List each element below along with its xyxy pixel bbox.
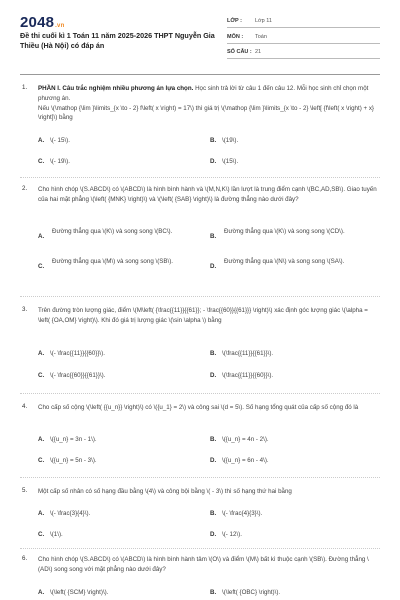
option-letter: A. bbox=[38, 510, 45, 517]
option-letter: D. bbox=[210, 372, 217, 379]
question-number: 6. bbox=[22, 555, 28, 562]
question-divider bbox=[20, 177, 380, 178]
info-label: MÔN : bbox=[227, 33, 244, 40]
option-text: \(- \frac{{60}}{{61}}\). bbox=[50, 372, 106, 379]
option-text: \({u_n} = 5n - 3\). bbox=[50, 457, 97, 464]
question-body: Nếu \(\mathop {\lim }\limits_{x \to - 2} f\left( x \right) = 17\) thì giá trị \(\mathop {\lim }\limits_{x \to - 2} \left[ {f\left( x \right) + x} \right]\) bằng bbox=[38, 104, 374, 122]
option-letter: B. bbox=[210, 510, 217, 517]
option-d[interactable] bbox=[210, 531, 242, 538]
option-a[interactable] bbox=[38, 589, 108, 596]
question-text: Cho hình chóp \(S.ABCD\) có \(ABCD\) là hình bình hành tâm \(O\) và điểm \(M\) bất kì thuộc cạnh \(SB\). Đường thẳng \(AD\) song song với mặt phẳng nào dưới đây? bbox=[38, 556, 369, 573]
option-text: \({u_n} = 6n - 4\). bbox=[222, 457, 269, 464]
logo-sub-text: .vn bbox=[55, 23, 65, 29]
option-letter: B. bbox=[210, 589, 217, 596]
option-text: \({u_n} = 3n - 1\). bbox=[50, 436, 97, 443]
option-letter: A. bbox=[38, 137, 45, 144]
info-value: 21 bbox=[255, 49, 262, 55]
section-heading: PHẦN I. Câu trắc nghiệm nhiều phương án lựa chọn. bbox=[38, 85, 194, 92]
option-letter: A. bbox=[38, 233, 45, 240]
option-letter: C. bbox=[38, 158, 45, 165]
exam-title: Đề thi cuối kì 1 Toán 11 năm 2025-2026 THPT Nguyễn Gia Thiều (Hà Nội) có đáp án bbox=[20, 31, 215, 50]
option-text: \(\left( {SCM} \right)\). bbox=[50, 589, 109, 596]
exam-info-box bbox=[227, 15, 380, 62]
option-text: Đường thẳng qua \(K\) và song song \(CD\). bbox=[224, 228, 345, 235]
option-b[interactable] bbox=[210, 589, 280, 596]
question-divider bbox=[20, 477, 380, 478]
option-letter: B. bbox=[210, 436, 217, 443]
option-a[interactable] bbox=[38, 350, 105, 357]
question-divider bbox=[20, 548, 380, 549]
question-number: 5. bbox=[22, 487, 28, 494]
question-text: Một cấp số nhân có số hạng đầu bằng \(4\) và công bội bằng \( - 3\) thì số hạng thứ hai bằng bbox=[38, 488, 292, 495]
option-text: \(\frac{{11}}{{61}}\). bbox=[222, 350, 274, 357]
option-a[interactable] bbox=[38, 510, 90, 517]
option-letter: C. bbox=[38, 263, 45, 270]
option-c[interactable] bbox=[38, 372, 105, 379]
option-text: \(\frac{{11}}{{60}}\). bbox=[222, 372, 274, 379]
question-number: 1. bbox=[22, 84, 28, 91]
option-letter: D. bbox=[210, 531, 217, 538]
option-letter: C. bbox=[38, 531, 45, 538]
option-text: \(- \frac{3}{4}\). bbox=[50, 510, 91, 517]
option-letter: A. bbox=[38, 436, 45, 443]
option-b[interactable] bbox=[210, 137, 238, 144]
header-divider bbox=[20, 74, 380, 75]
option-a[interactable] bbox=[38, 137, 70, 144]
question-number: 4. bbox=[22, 403, 28, 410]
option-c[interactable] bbox=[38, 457, 97, 464]
option-b[interactable] bbox=[210, 350, 273, 357]
question-divider bbox=[20, 393, 380, 394]
info-label: LỚP : bbox=[227, 18, 242, 24]
option-text: \(- \frac{{11}}{{60}}\). bbox=[50, 350, 105, 357]
option-c[interactable] bbox=[38, 531, 63, 538]
info-row-count bbox=[227, 46, 380, 59]
info-row-class bbox=[227, 15, 380, 28]
option-letter: C. bbox=[38, 372, 45, 379]
option-letter: A. bbox=[38, 589, 45, 596]
option-text: \({u_n} = 4n - 2\). bbox=[222, 436, 269, 443]
option-text: \(19\). bbox=[222, 137, 239, 144]
option-text: \(15\). bbox=[222, 158, 239, 165]
question-number: 3. bbox=[22, 306, 28, 313]
option-letter: B. bbox=[210, 233, 217, 240]
question-text bbox=[38, 84, 378, 123]
option-text: \(- 12\). bbox=[222, 531, 242, 538]
option-d[interactable] bbox=[210, 158, 238, 165]
section-instructions: Học sinh trả lời từ câu 1 đến câu 12. Mỗi học sinh chỉ chọn một phương án. bbox=[38, 85, 369, 102]
option-letter: D. bbox=[210, 158, 217, 165]
option-text: Đường thẳng qua \(N\) và song song \(SA\). bbox=[224, 258, 345, 265]
info-value: Toán bbox=[255, 33, 267, 40]
option-letter: C. bbox=[38, 457, 45, 464]
option-letter: B. bbox=[210, 350, 217, 357]
option-b[interactable] bbox=[210, 510, 262, 517]
option-text: \(1\). bbox=[50, 531, 63, 538]
option-text: Đường thẳng qua \(M\) và song song \(SB\). bbox=[52, 258, 174, 265]
option-text: Đường thẳng qua \(K\) và song song \(BC\). bbox=[52, 228, 173, 235]
option-d[interactable] bbox=[210, 372, 273, 379]
option-letter: B. bbox=[210, 137, 217, 144]
option-text: \(\left( {OBC} \right)\). bbox=[222, 589, 281, 596]
option-text: \(- 19\). bbox=[50, 158, 70, 165]
question-text: Cho hình chóp \(S.ABCD\) có \(ABCD\) là hình bình hành và \(M,N,K\) lần lượt là trung điểm cạnh \(BC,AD,SB\). Giao tuyến của hai mặt phẳng \(\left( {MNK} \right)\) và \(\left( {SAB} \right)\) là đường thẳng nào dưới đây? bbox=[38, 186, 377, 203]
option-letter: D. bbox=[210, 457, 217, 464]
site-logo[interactable] bbox=[20, 14, 64, 31]
option-c[interactable] bbox=[38, 158, 70, 165]
option-letter: D. bbox=[210, 263, 217, 270]
page-header bbox=[0, 0, 400, 68]
option-letter: A. bbox=[38, 350, 45, 357]
question-text: Trên đường tròn lượng giác, điểm \(M\left( {\frac{{11}}{{61}}; - \frac{{60}}{{61}}} \right)\) xác định góc lượng giác \(\alpha = \left( {OA,OM} \right)\). Khi đó giá trị lượng giác \(\sin \alpha \) bằng bbox=[38, 307, 368, 324]
question-divider bbox=[20, 296, 380, 297]
question-text: Cho cấp số cộng \(\left( {{u_n}} \right)\) có \({u_1} = 2\) và công sai \(d = 5\). Số hạng tổng quát của cấp số cộng đó là bbox=[38, 404, 359, 411]
question-number: 2. bbox=[22, 185, 28, 192]
option-text: \(- \frac{4}{3}\). bbox=[222, 510, 263, 517]
logo-main-text: 2048 bbox=[20, 14, 55, 31]
option-text: \(- 15\). bbox=[50, 137, 70, 144]
info-label: SỐ CÂU : bbox=[227, 49, 252, 55]
option-d[interactable] bbox=[210, 457, 269, 464]
info-value: Lớp 11 bbox=[255, 18, 272, 24]
info-row-subject bbox=[227, 31, 380, 44]
option-b[interactable] bbox=[210, 436, 269, 443]
option-a[interactable] bbox=[38, 436, 97, 443]
